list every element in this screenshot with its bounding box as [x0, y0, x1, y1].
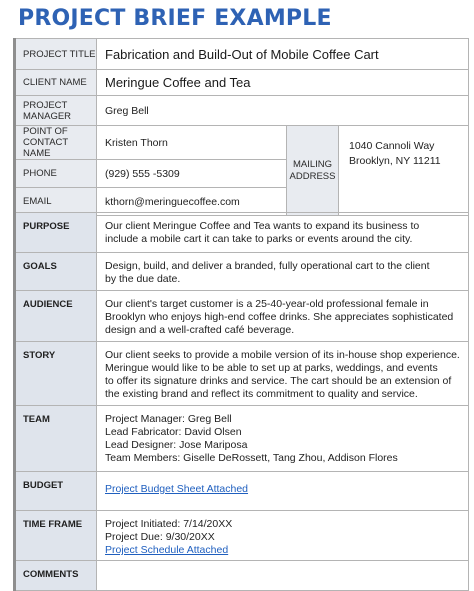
purpose-value[interactable] — [97, 213, 469, 253]
project-title-label: PROJECT TITLE — [15, 39, 97, 70]
goals-label: GOALS — [15, 253, 97, 291]
budget-sheet-link[interactable]: Project Budget Sheet Attached — [105, 483, 249, 495]
audience-line: design and a well-crafted café beverage. — [105, 324, 295, 336]
story-line: Meringue would like to be able to set up at parks, weddings, and events — [105, 362, 438, 374]
project-manager-label: PROJECT MANAGER — [15, 96, 97, 126]
project-manager-value[interactable]: Greg Bell — [97, 96, 469, 126]
story-line: to offer its signature drinks and service. The cart should be an extension of — [105, 375, 452, 387]
project-title-value[interactable]: Fabrication and Build-Out of Mobile Coffee Cart — [97, 39, 469, 70]
mailing-address-line1: 1040 Cannoli Way — [349, 140, 435, 152]
mailing-address-line2: Brooklyn, NY 11211 — [349, 155, 441, 167]
budget-label: BUDGET — [15, 472, 97, 511]
mailing-address-label: MAILING ADDRESS — [287, 126, 339, 216]
time-frame-label: TIME FRAME — [15, 511, 97, 561]
comments-label: COMMENTS — [15, 561, 97, 591]
point-of-contact-value[interactable]: Kristen Thorn — [97, 126, 287, 160]
story-value[interactable] — [97, 342, 469, 406]
audience-line: Our client's target customer is a 25-40-year-old professional female in — [105, 298, 429, 310]
team-line: Lead Designer: Jose Mariposa — [105, 439, 248, 451]
phone-label: PHONE — [15, 160, 97, 188]
purpose-line: include a mobile cart it can take to parks or events around the city. — [105, 233, 413, 245]
point-of-contact-label: POINT OF CONTACT NAME — [15, 126, 97, 160]
project-details-table — [13, 212, 469, 591]
audience-line: Brooklyn who enjoys high-end coffee drinks. She appreciates sophisticated — [105, 311, 454, 323]
comments-value[interactable] — [97, 561, 469, 591]
goals-line: by the due date. — [105, 273, 181, 285]
team-value[interactable] — [97, 406, 469, 472]
time-frame-due: Project Due: 9/30/20XX — [105, 531, 215, 543]
audience-value[interactable] — [97, 291, 469, 342]
mailing-address-value[interactable] — [339, 126, 469, 216]
client-name-label: CLIENT NAME — [15, 70, 97, 96]
time-frame-initiated: Project Initiated: 7/14/20XX — [105, 518, 233, 530]
schedule-link[interactable]: Project Schedule Attached — [105, 544, 229, 556]
phone-value[interactable]: (929) 555 -5309 — [97, 160, 287, 188]
audience-label: AUDIENCE — [15, 291, 97, 342]
story-line: Our client seeks to provide a mobile version of its in-house shop experience. — [105, 349, 460, 361]
team-line: Team Members: Giselle DeRossett, Tang Zhou, Addison Flores — [105, 452, 398, 464]
goals-line: Design, build, and deliver a branded, fully operational cart to the client — [105, 260, 430, 272]
purpose-line: Our client Meringue Coffee and Tea wants to expand its business to — [105, 220, 420, 232]
story-label: STORY — [15, 342, 97, 406]
budget-value — [97, 472, 469, 511]
email-label: EMAIL — [15, 188, 97, 216]
story-line: the existing brand and reflect its commitment to quality and service. — [105, 388, 418, 400]
team-line: Project Manager: Greg Bell — [105, 413, 232, 425]
team-label: TEAM — [15, 406, 97, 472]
page-title: PROJECT BRIEF EXAMPLE — [18, 6, 332, 31]
client-name-value[interactable]: Meringue Coffee and Tea — [97, 70, 469, 96]
purpose-label: PURPOSE — [15, 213, 97, 253]
project-info-table — [13, 38, 469, 216]
goals-value[interactable] — [97, 253, 469, 291]
team-line: Lead Fabricator: David Olsen — [105, 426, 242, 438]
time-frame-value — [97, 511, 469, 561]
email-value[interactable]: kthorn@meringuecoffee.com — [97, 188, 287, 216]
